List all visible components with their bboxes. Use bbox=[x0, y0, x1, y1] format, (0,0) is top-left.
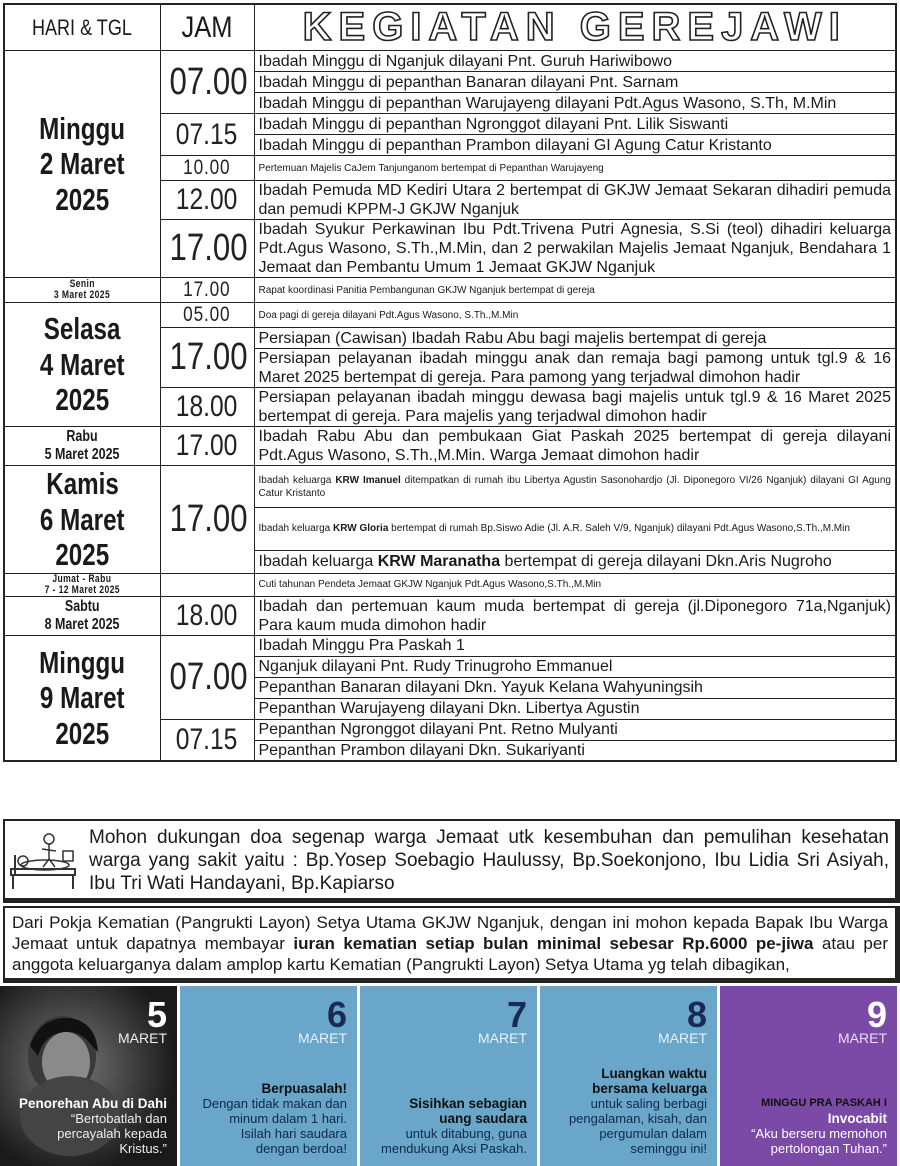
sickbed-icon bbox=[9, 829, 81, 893]
day-label: 4 Maret 2025 bbox=[39, 346, 125, 418]
funeral-text-pre: Dari Pokja Kematian (Pangrukti Layon) Setya Utama GKJW Nganjuk, dengan ini mohon kepada Bapak Ibu Warga Jemaat untuk dapatnya membayar bbox=[12, 913, 888, 953]
activity-bold: KRW Gloria bbox=[333, 523, 389, 535]
day-label: Rabu bbox=[66, 427, 98, 445]
schedule-row bbox=[4, 51, 896, 72]
schedule-row bbox=[4, 427, 896, 466]
card-title: Sisihkan sebagian uang saudara bbox=[409, 1096, 527, 1126]
activity-bold: KRW Maranatha bbox=[377, 553, 501, 571]
time-cell bbox=[160, 427, 254, 466]
activity-cell: Ibadah dan pertemuan kaum muda bertempat di gereja (jl.Diponegoro 71a,Nganjuk) Para kaum muda dimohon hadir bbox=[254, 596, 896, 635]
activity-bold: KRW Imanuel bbox=[335, 474, 401, 486]
time-label: 07.15 bbox=[176, 723, 238, 757]
activity-cell: Persiapan pelayanan ibadah minggu anak dan remaja bagi pamong untuk tgl.9 & 16 Maret 2025 bertempat di gereja. Para pamong yang terjadwal dimohon hadir bbox=[254, 349, 896, 388]
day-label: Jumat - Rabu bbox=[52, 572, 112, 585]
time-label: 07.00 bbox=[169, 655, 248, 698]
time-label: 17.00 bbox=[169, 336, 248, 378]
activity-text: Ibadah keluarga bbox=[258, 474, 336, 486]
lent-card bbox=[360, 986, 537, 1166]
activity-cell: Pertemuan Majelis CaJem Tanjunganom bertempat di Pepanthan Warujayeng bbox=[254, 156, 896, 181]
card-day-number: 7 bbox=[506, 994, 527, 1035]
card-month: MARET bbox=[298, 1030, 347, 1046]
day-cell bbox=[4, 596, 160, 635]
time-cell bbox=[160, 635, 254, 719]
schedule-header bbox=[4, 4, 896, 51]
funeral-text bbox=[12, 912, 888, 975]
activity-cell: Pepanthan Prambon dilayani Dkn. Sukariyanti bbox=[254, 740, 896, 761]
day-label: Selasa bbox=[43, 311, 121, 347]
time-cell bbox=[160, 596, 254, 635]
schedule-row bbox=[4, 573, 896, 596]
time-label: 17.00 bbox=[183, 278, 231, 301]
header-day: HARI & TGL bbox=[32, 14, 133, 40]
card-body bbox=[197, 1081, 347, 1156]
card-text: untuk ditabung, guna mendukung Aksi Paskah. bbox=[381, 1126, 527, 1156]
time-label: 17.00 bbox=[176, 429, 238, 462]
activity-cell: Ibadah Pemuda MD Kediri Utara 2 bertempat di GKJW Jemaat Sekaran dihadiri pemuda dan pemudi KPPM-J GKJW Nganjuk bbox=[254, 181, 896, 220]
card-body bbox=[737, 1096, 887, 1156]
time-label: 10.00 bbox=[183, 156, 231, 179]
day-cell bbox=[4, 278, 160, 303]
lent-cards bbox=[0, 986, 900, 1166]
activity-cell bbox=[254, 466, 896, 508]
activity-cell: Ibadah Minggu di Nganjuk dilayani Pnt. Guruh Hariwibowo bbox=[254, 51, 896, 72]
schedule-row bbox=[4, 278, 896, 303]
time-cell bbox=[160, 220, 254, 278]
activity-cell: Ibadah Syukur Perkawinan Ibu Pdt.Trivena Putri Agnesia, S.Si (teol) dihadiri keluarga Pdt.Agus Wasono, S.Th.,M.Min, dan 2 perwakilan Majelis Jemaat Nganjuk, Bendahara 1 Jemaat dan Pembantu Umum 1 Jemaat GKJW Nganjuk bbox=[254, 220, 896, 278]
time-label: 17.00 bbox=[169, 227, 248, 269]
time-cell bbox=[160, 51, 254, 114]
card-text: “Aku berseru memohon pertolongan Tuhan.” bbox=[751, 1126, 887, 1156]
card-text: “Bertobatlah dan percayalah kepada Kristus.” bbox=[57, 1111, 167, 1156]
day-label: 2 Maret 2025 bbox=[39, 146, 125, 217]
day-label: Sabtu bbox=[64, 597, 100, 615]
day-cell bbox=[4, 51, 160, 278]
activity-cell bbox=[254, 508, 896, 550]
schedule-row bbox=[4, 466, 896, 508]
day-cell bbox=[4, 303, 160, 427]
time-label: 07.00 bbox=[169, 60, 248, 103]
card-day-number: 8 bbox=[686, 994, 707, 1035]
activity-cell: Cuti tahunan Pendeta Jemaat GKJW Nganjuk Pdt.Agus Wasono,S.Th.,M.Min bbox=[254, 573, 896, 596]
activity-cell: Ibadah Minggu di pepanthan Prambon dilayani GI Agung Catur Kristanto bbox=[254, 135, 896, 156]
card-month: MARET bbox=[118, 1030, 167, 1046]
card-title: MINGGU PRA PASKAH I bbox=[761, 1097, 887, 1109]
card-body bbox=[377, 1096, 527, 1156]
activity-text: bertempat di rumah Bp.Siswo Adie (Jl. A.R. Saleh V/9, Nganjuk) dilayani Pdt.Agus Wasono,S.Th.,M.Min bbox=[388, 523, 850, 535]
activity-cell: Nganjuk dilayani Pnt. Rudy Trinugroho Emmanuel bbox=[254, 656, 896, 677]
time-cell bbox=[160, 156, 254, 181]
day-label: Kamis bbox=[45, 466, 119, 501]
activity-cell: Persiapan (Cawisan) Ibadah Rabu Abu bagi majelis bertempat di gereja bbox=[254, 328, 896, 349]
activity-cell: Rapat koordinasi Panitia Pembangunan GKJW Nganjuk bertempat di gereja bbox=[254, 278, 896, 303]
activity-cell: Pepanthan Banaran dilayani Dkn. Yayuk Kelana Wahyuningsih bbox=[254, 677, 896, 698]
time-label: 17.00 bbox=[169, 497, 248, 540]
time-cell bbox=[160, 466, 254, 574]
activity-text: Ibadah keluarga bbox=[258, 523, 334, 535]
activity-cell: Pepanthan Ngronggot dilayani Pnt. Retno Mulyanti bbox=[254, 719, 896, 740]
activity-cell: Ibadah Minggu Pra Paskah 1 bbox=[254, 635, 896, 656]
funeral-text-bold: iuran kematian setiap bulan minimal sebesar Rp.6000 pe-jiwa bbox=[293, 934, 814, 953]
time-cell bbox=[160, 328, 254, 388]
activity-text: Ibadah keluarga bbox=[258, 553, 378, 571]
card-body bbox=[557, 1066, 707, 1156]
prayer-request-box bbox=[3, 819, 900, 903]
lent-card bbox=[0, 986, 177, 1166]
time-label: 18.00 bbox=[176, 390, 238, 423]
lent-card bbox=[180, 986, 357, 1166]
day-cell bbox=[4, 427, 160, 466]
lent-card bbox=[540, 986, 717, 1166]
time-cell bbox=[160, 278, 254, 303]
schedule-row bbox=[4, 596, 896, 635]
activity-cell: Pepanthan Warujayeng dilayani Dkn. Libertya Agustin bbox=[254, 698, 896, 719]
time-label: 12.00 bbox=[176, 183, 238, 216]
schedule-row bbox=[4, 303, 896, 328]
activity-cell: Ibadah Minggu di pepanthan Warujayeng dilayani Pdt.Agus Wasono, S.Th, M.Min bbox=[254, 93, 896, 114]
prayer-text: Mohon dukungan doa segenap warga Jemaat utk kesembuhan dan pemulihan kesehatan warga yang sakit yaitu : Bp.Yosep Soebagio Haulussy, Bp.Soekonjono, Ibu Lidia Sri Asiyah, Ibu Tri Wati Handayani, Bp.Kapiarso bbox=[89, 827, 889, 894]
day-cell bbox=[4, 466, 160, 574]
header-activity: KEGIATAN GEREJAWI bbox=[302, 5, 847, 49]
day-label: Minggu bbox=[39, 644, 126, 680]
header-time: JAM bbox=[181, 10, 233, 44]
card-month: MARET bbox=[658, 1030, 707, 1046]
card-month: MARET bbox=[838, 1030, 887, 1046]
time-label: 18.00 bbox=[176, 598, 238, 632]
time-cell bbox=[160, 388, 254, 427]
card-body bbox=[7, 1096, 167, 1156]
day-label: 5 Maret 2025 bbox=[44, 446, 120, 463]
activity-cell: Doa pagi di gereja dilayani Pdt.Agus Wasono, S.Th.,M.Min bbox=[254, 303, 896, 328]
card-title: Luangkan waktu bersama keluarga bbox=[592, 1066, 707, 1096]
day-label: 9 Maret 2025 bbox=[39, 680, 125, 751]
activity-cell: Ibadah Minggu di pepanthan Ngronggot dilayani Pnt. Lilik Siswanti bbox=[254, 114, 896, 135]
time-cell bbox=[160, 114, 254, 156]
funeral-fund-box bbox=[3, 906, 900, 983]
day-label: 8 Maret 2025 bbox=[44, 615, 120, 633]
card-subtitle: Invocabit bbox=[827, 1111, 887, 1126]
lent-card bbox=[720, 986, 897, 1166]
card-text: Dengan tidak makan dan minum dalam 1 hari. Isilah hari saudara dengan berdoa! bbox=[202, 1096, 347, 1156]
card-title: Berpuasalah! bbox=[261, 1081, 347, 1096]
day-label: 3 Maret 2025 bbox=[54, 289, 111, 301]
time-cell bbox=[160, 573, 254, 596]
day-label: 6 Maret 2025 bbox=[39, 501, 125, 573]
day-cell bbox=[4, 573, 160, 596]
activity-text: ditempatkan di rumah ibu Libertya Agustin Sasonohardjo (Jl. Diponegoro VI/26 Nganjuk) dilayani GI Agung Catur Kristanto bbox=[258, 474, 891, 499]
day-label: Senin bbox=[69, 278, 95, 290]
activity-cell: Ibadah Rabu Abu dan pembukaan Giat Paskah 2025 bertempat di gereja dilayani Pdt.Agus Wasono, S.Th.,M.Min. Warga Jemaat dimohon hadir bbox=[254, 427, 896, 466]
day-label: 7 - 12 Maret 2025 bbox=[44, 583, 120, 596]
card-month: MARET bbox=[478, 1030, 527, 1046]
card-day-number: 9 bbox=[866, 994, 887, 1035]
schedule-row bbox=[4, 635, 896, 656]
card-day-number: 5 bbox=[146, 994, 167, 1035]
funeral-text-post: atau per anggota keluarganya dalam amplop kartu Kematian (Pangrukti Layon) Setya Utama yg telah dibagikan, bbox=[12, 934, 888, 974]
activity-text: bertempat di gereja dilayani Dkn.Aris Nugroho bbox=[500, 553, 832, 571]
activity-cell: Ibadah Minggu di pepanthan Banaran dilayani Pnt. Sarnam bbox=[254, 72, 896, 93]
card-day-number: 6 bbox=[326, 994, 347, 1035]
schedule-table bbox=[3, 3, 897, 762]
card-text: untuk saling berbagi pengalaman, kisah, dan pergumulan dalam seminggu ini! bbox=[568, 1096, 707, 1156]
activity-cell bbox=[254, 550, 896, 573]
time-cell bbox=[160, 719, 254, 761]
time-label: 07.15 bbox=[176, 117, 238, 151]
activity-cell: Persiapan pelayanan ibadah minggu dewasa bagi majelis untuk tgl.9 & 16 Maret 2025 bertempat di gereja. Para majelis yang terjadwal dimohon hadir bbox=[254, 388, 896, 427]
time-cell bbox=[160, 303, 254, 328]
card-title: Penorehan Abu di Dahi bbox=[18, 1096, 167, 1111]
time-label: 05.00 bbox=[183, 303, 231, 326]
day-label: Minggu bbox=[39, 110, 126, 146]
time-cell bbox=[160, 181, 254, 220]
day-cell bbox=[4, 635, 160, 761]
